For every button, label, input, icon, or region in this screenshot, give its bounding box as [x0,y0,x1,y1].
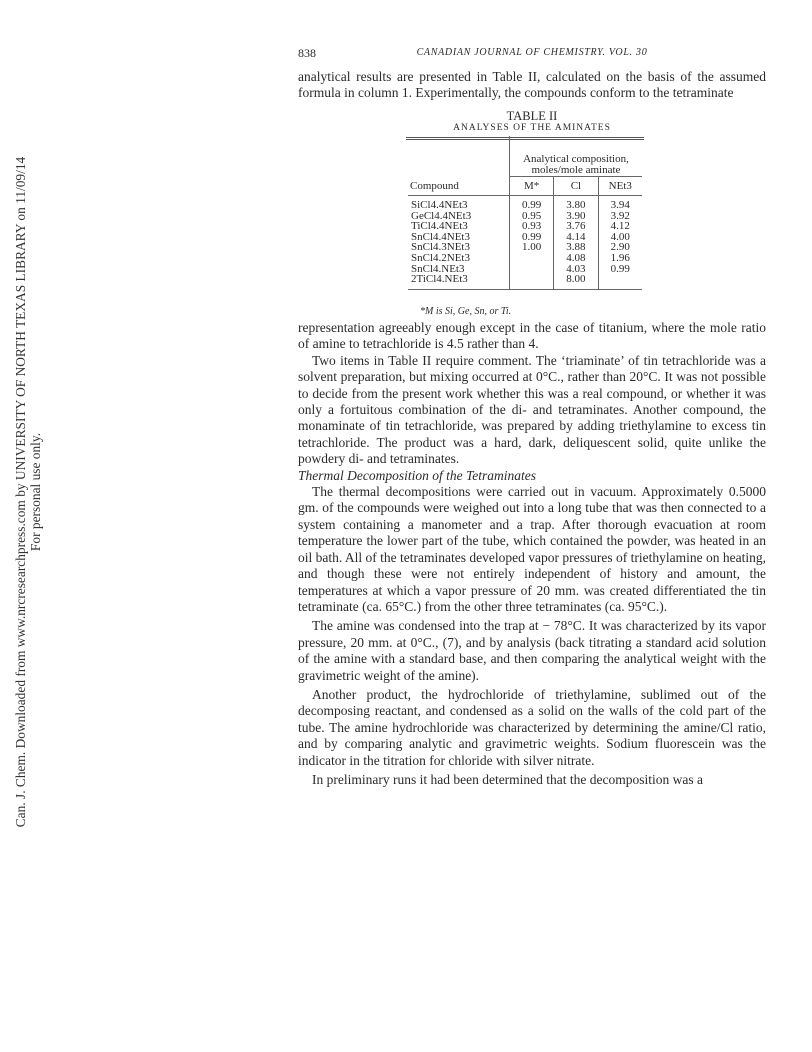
cl-column [554,196,598,290]
paragraph-3: The thermal decompositions were carried out in vacuum. Approximately 0.5000 gm. of the compounds were weighed out into a long tube that was then connected to a system containing a manometer and a trap. After thorough evacuation at room temperature the lower part of the tube, which contained the powder, was heated in an oil bath. All of the tetraminates developed vapor pressures of triethylamine on heating, and though these were not entirely independent of history and amount, the temperatures at which a vapor pressure of 20 mm. was created differentiated the tin tetraminate (ca. 65°C.) from the other three tetraminates (ca. 95°C.). [298,484,766,614]
table-title: TABLE II [506,109,558,123]
section-heading: Thermal Decomposition of the Tetraminates [298,467,536,483]
column-header-net3: NEt3 [598,177,642,196]
compound-column [408,196,509,290]
intro-paragraph [298,69,766,102]
cl-cell: 3.80 [566,199,586,211]
aminate-analysis-table [408,136,642,290]
compound-cell: SnCl4.2NEt3 [411,251,470,264]
margin-note-line-2: For personal use only. [28,432,43,552]
net3-cell: 1.96 [610,251,630,264]
compound-cell: SnCl4.NEt3 [411,262,465,275]
compound-cell: TiCl4.4NEt3 [411,220,468,233]
composition-header-line-2: moles/mole aminate [531,164,621,176]
net3-cell: 2.90 [610,241,630,254]
net3-column [598,196,642,290]
paragraph-2: Two items in Table II require comment. The ‘triaminate’ of tin tetrachloride was a solvent preparation, but mixing occurred at 0°C., rather than 20°C. It was not possible to decide from the present work whether this was a real compound, or whether it was only a fortuitous combination of the di- and tetraminates. Another compound, the monaminate of tin tetrachloride, was prepared by adding triethylamine to excess tin tetrachloride. The product was a hard, dark, deliquescent solid, quite unlike the powdery di- and tetraminates. [298,352,766,467]
cl-cell: 3.90 [566,209,586,222]
compound-cell: SiCl4.4NEt3 [411,199,468,211]
intro-text: analytical results are presented in Table II, calculated on the basis of the assumed formula in column 1. Experimentally, the compounds conform to the tetraminate [298,69,766,101]
net3-cell: 3.92 [610,209,630,222]
net3-cell: 0.99 [610,262,630,275]
column-header-m: M* [509,177,553,196]
paragraph-4: The amine was condensed into the trap at − 78°C. It was characterized by its vapor pressure, 20 mm. at 0°C., (7), and by analysis (back titrating a standard acid solution of the amine with a standard base, and then comparing the analytical weight with the gravimetric weight of the amine). [298,618,766,683]
table-caption: ANALYSES OF THE AMINATES [453,123,611,133]
paragraph-5: Another product, the hydrochloride of triethylamine, sublimed out of the decomposing reactant, and condensed as a solid on the walls of the cold part of the tube. The amine hydrochloride was characterized by determining the amine/Cl ratio, and by comparing analytic and gravimetric weights. Sodium fluorescein was the indicator in the titration for chloride with silver nitrate. [298,686,766,768]
cl-cell: 4.08 [566,251,586,264]
m-cell: 0.95 [521,209,542,222]
compound-cell: SnCl4.4NEt3 [411,230,470,243]
m-cell: 0.93 [521,220,542,233]
cl-cell: 3.76 [566,220,586,233]
net3-cell: 4.12 [610,220,630,233]
compound-header: Compound [408,136,509,196]
running-head: CANADIAN JOURNAL OF CHEMISTRY. VOL. 30 [416,47,648,58]
download-margin-note [13,92,43,892]
cl-cell: 4.03 [566,262,586,275]
composition-header-line-1: Analytical composition, [523,153,629,165]
margin-note-line-1: Can. J. Chem. Downloaded from www.nrcresearchpress.com by UNIVERSITY OF NORTH TEXAS LIBRARY on 11/09/14 [13,156,28,828]
body-text [298,320,766,788]
net3-cell: 3.94 [610,199,630,211]
m-cell: 1.00 [521,241,542,254]
m-column [509,196,553,290]
cl-cell: 8.00 [566,273,586,286]
cl-cell: 4.14 [566,230,586,243]
compound-cell: SnCl4.3NEt3 [411,241,470,254]
page-header [298,46,766,62]
paragraph-1: representation agreeably enough except in the case of titanium, where the mole ratio of amine to tetrachloride is 4.5 rather than 4. [298,320,766,352]
net3-cell: 4.00 [610,230,630,243]
m-cell: 0.99 [521,230,542,243]
table-footnote: *M is Si, Ge, Sn, or Ti. [420,306,512,317]
compound-cell: 2TiCl4.NEt3 [411,273,468,286]
cl-cell: 3.88 [566,241,586,254]
m-cell: 0.99 [521,199,542,211]
composition-header [509,136,642,177]
column-header-cl: Cl [554,177,598,196]
compound-cell: GeCl4.4NEt3 [411,209,472,222]
paragraph-6: In preliminary runs it had been determined that the decomposition was a [312,771,704,787]
page-number: 838 [298,46,316,60]
